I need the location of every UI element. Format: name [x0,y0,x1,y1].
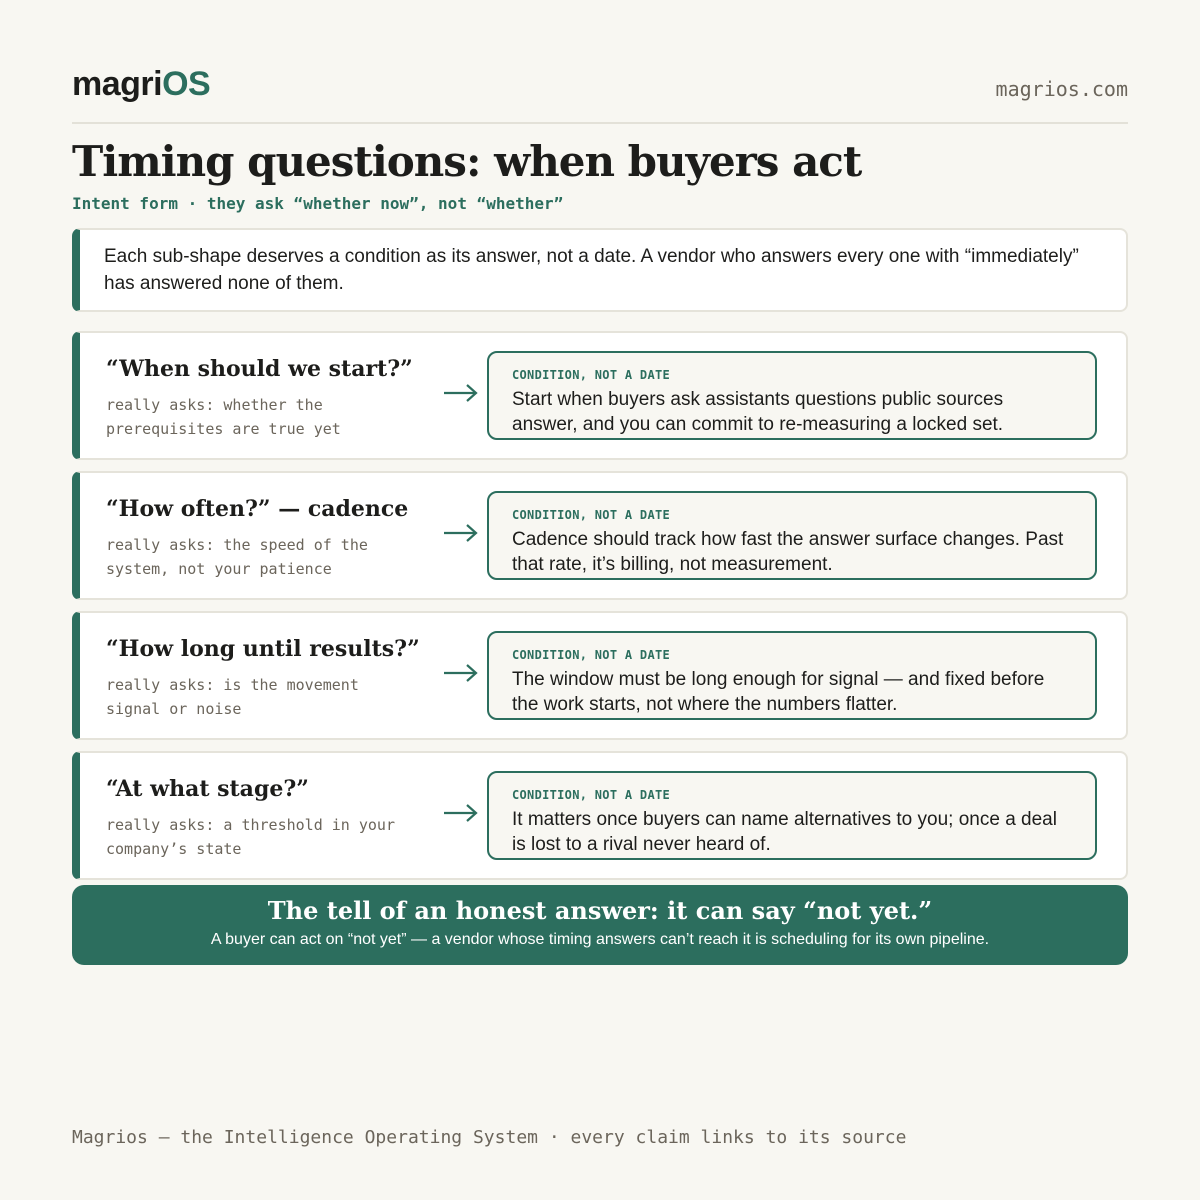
card-question: “How long until results?” [106,636,420,662]
condition-text: The window must be long enough for signal — and fixed before the work starts, not where the numbers flatter. [512,669,1045,715]
condition-label: CONDITION, NOT A DATE [512,648,671,662]
condition-box [487,771,1097,860]
arrow-right-icon [442,521,480,545]
card-really-asks: really asks: a threshold in your company’s state [106,816,395,858]
intro-note: Each sub-shape deserves a condition as its answer, not a date. A vendor who answers every one with “immediately” has answered none of them. [72,228,1128,312]
condition-label: CONDITION, NOT A DATE [512,788,671,802]
condition-label: CONDITION, NOT A DATE [512,508,671,522]
card-question: “At what stage?” [106,776,309,802]
card-really-asks: really asks: whether the prerequisites are true yet [106,396,341,438]
timing-card-stage [72,751,1128,880]
brand-logo [72,64,210,104]
banner-headline: The tell of an honest answer: it can say “not yet.” [267,896,933,925]
page-subtitle: Intent form · they ask “whether now”, not “whether” [72,194,564,213]
takeaway-banner [72,885,1128,965]
page-footer: Magrios — the Intelligence Operating System · every claim links to its source [72,1127,907,1148]
page-title: Timing questions: when buyers act [72,137,862,186]
condition-box [487,491,1097,580]
card-really-asks: really asks: is the movement signal or noise [106,676,359,718]
page-header [72,64,1128,124]
condition-text: It matters once buyers can name alternatives to you; once a deal is lost to a rival never heard of. [512,809,1057,855]
arrow-right-icon [442,381,480,405]
site-url[interactable]: magrios.com [995,77,1128,101]
timing-card-results [72,611,1128,740]
card-question: “How often?” — cadence [106,496,409,522]
condition-text: Start when buyers ask assistants questions public sources answer, and you can commit to re-measuring a locked set. [512,389,1004,435]
timing-card-start [72,331,1128,460]
card-question: “When should we start?” [106,356,413,382]
timing-card-cadence [72,471,1128,600]
arrow-right-icon [442,801,480,825]
condition-label: CONDITION, NOT A DATE [512,368,671,382]
banner-subtext: A buyer can act on “not yet” — a vendor whose timing answers can’t reach it is scheduling for its own pipeline. [210,931,990,948]
condition-box [487,351,1097,440]
logo-text: magri [72,65,163,103]
condition-box [487,631,1097,720]
arrow-right-icon [442,661,480,685]
condition-text: Cadence should track how fast the answer surface changes. Past that rate, it’s billing, not measurement. [512,529,1064,575]
logo-accent-text: OS [162,65,211,103]
card-really-asks: really asks: the speed of the system, not your patience [106,536,368,578]
